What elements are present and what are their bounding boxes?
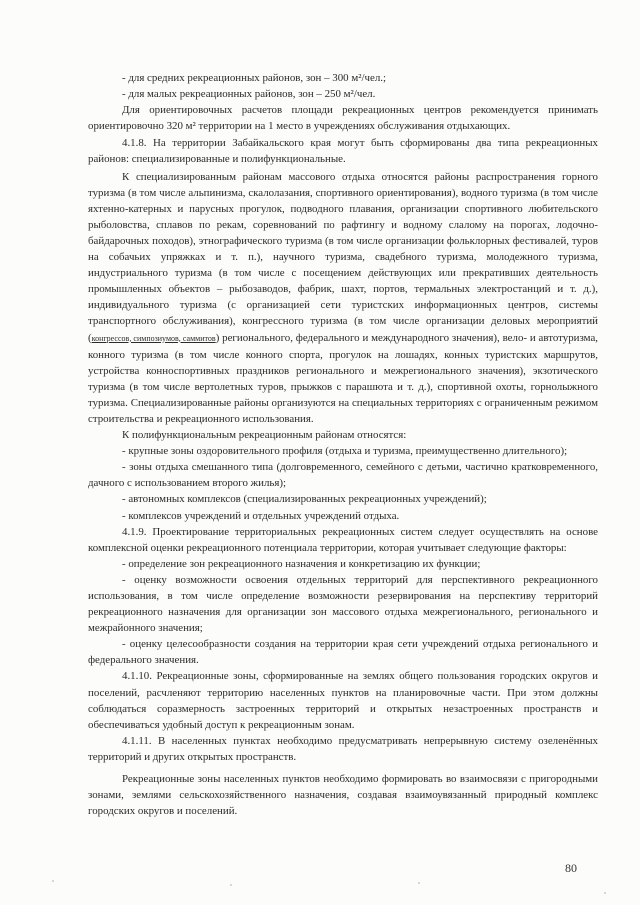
paragraph: 4.1.11. В населенных пунктах необходимо предусматривать непрерывную систему озеленённых территорий и других открытых пространств. — [88, 734, 598, 763]
paragraph: К полифункциональным рекреационным районам относятся: — [122, 429, 407, 442]
list-item: - зоны отдыха смешанного типа (долговременного, семейного с детьми, частично кратковременного, дачного с использованием второго жилья); — [88, 461, 598, 490]
scan-speck — [230, 884, 232, 886]
paragraph: 4.1.8. На территории Забайкальского края могут быть сформированы два типа рекреационных районов: специализированные и полифункциональные. — [88, 137, 598, 166]
scan-speck — [418, 882, 420, 884]
paragraph: Рекреационные зоны населенных пунктов необходимо формировать во взаимосвязи с пригородными зонами, землями сельскохозяйственного назначения, создавая взаимоувязанный природный комплекс городских округов и поселений. — [88, 773, 598, 818]
paragraph: - для малых рекреационных районов, зон – 250 м²/чел. — [122, 88, 376, 101]
list-item: - комплексов учреждений и отдельных учреждений отдыха. — [122, 509, 400, 522]
document-body — [88, 70, 598, 819]
underlined-text: конгрессов, симпозиумов, саммитов — [91, 333, 216, 343]
scan-speck — [604, 892, 606, 894]
paragraph: Для ориентировочных расчетов площади рекреационных центров рекомендуется принимать ориентировочно 320 м² территории на 1 место в учреждениях обслуживания отдыхающих. — [88, 104, 598, 133]
scan-speck — [52, 880, 54, 882]
list-item: - крупные зоны оздоровительного профиля (отдыха и туризма, преимущественно длительного); — [122, 445, 568, 458]
list-item: - оценку целесообразности создания на территории края сети учреждений отдыха регионального и федерального значения. — [88, 638, 598, 667]
paragraph-text: К специализированным районам массового отдыха относятся районы распространения горного туризма (в том числе альпинизма, скалолазания, спортивного ориентирования), водного туризма (в том числе яхтенно-катерных и парусных прогулок, подводного плавания, организации спортивного любительского рыболовства, сплавов по рекам, соревнований по рафтингу и водному слалому на порогах, лодочно-байдарочных походов), этнографического туризма (в том числе организации фольклорных фестивалей, туров на собачьих упряжках и т. п.), научного туризма, свадебного туризма, молодежного туризма, индустриального туризма (в том числе с посещением действующих или прекративших деятельность промышленных объектов – рыбозаводов, фабрик, шахт, портов, термальных электростанций и т. д.), индивидуального туризма (с организацией сети туристских информационных центров, системы транспортного обслуживания), конгрессного туризма (в том числе организации деловых мероприятий ( — [88, 170, 598, 344]
paragraph: 4.1.10. Рекреационные зоны, сформированные на землях общего пользования городских округов и поселений, расчленяют территорию населенных пунктов на планировочные части. При этом должны соблюдаться соразмерность застроенных территорий и открытых незастроенных пространств и обеспечиваться удобный доступ к рекреационным зонам. — [88, 670, 598, 731]
paragraph: - для средних рекреационных районов, зон – 300 м²/чел.; — [122, 72, 387, 84]
paragraph-text: ) регионального, федерального и международного значения), вело- и автотуризма, конного туризма (в том числе конного спорта, прогулок на лошадях, конных туристских маршрутов, устройства конноспортивных праздников регионального и межрегионального значения), экзотического туризма (в том числе вертолетных туров, прыжков с парашюта и т. д.), спортивной охоты, горнолыжного туризма. Специализированные районы организуются на специальных территориях с ограниченным режимом строительства и рекреационного использования. — [88, 331, 599, 425]
list-item: - автономных комплексов (специализированных рекреационных учреждений); — [122, 493, 487, 506]
paragraph — [88, 169, 598, 428]
paragraph: 4.1.9. Проектирование территориальных рекреационных систем следует осуществлять на основе комплексной оценки рекреационного потенциала территории, которая учитывает следующие факторы: — [88, 525, 598, 554]
list-item: - оценку возможности освоения отдельных территорий для перспективного рекреационного использования, в том числе определение возможности резервирования на перспективу территорий рекреационного назначения для организации зон массового отдыха межрегионального, регионального и межрайонного значения; — [88, 573, 598, 635]
list-item: - определение зон рекреационного назначения и конкретизацию их функции; — [122, 557, 481, 570]
page-number: 80 — [565, 861, 577, 875]
